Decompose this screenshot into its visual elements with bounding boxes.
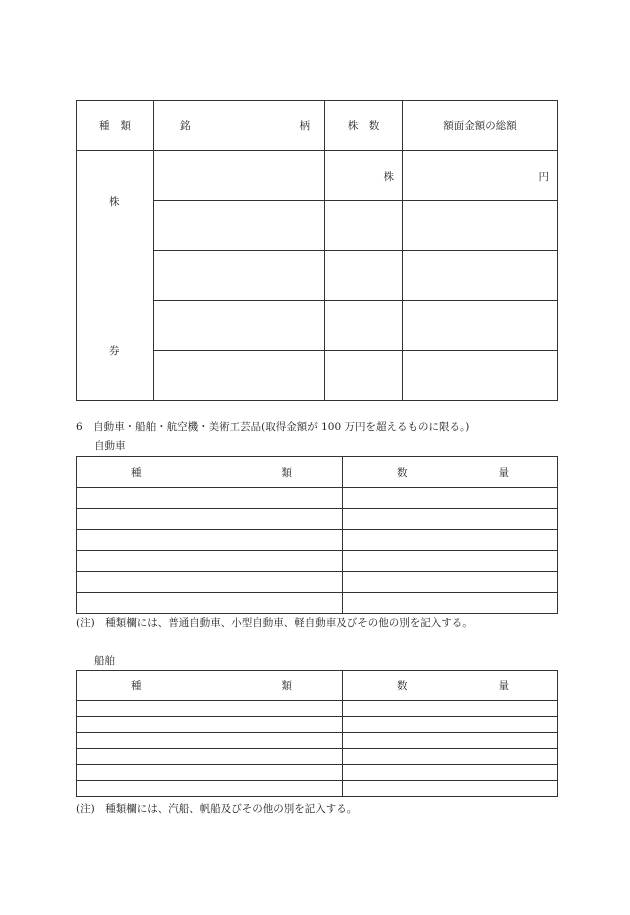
cars-title: 自動車 bbox=[94, 440, 126, 452]
stocks-total-cell[interactable] bbox=[403, 201, 558, 251]
cars-type-cell[interactable] bbox=[77, 593, 343, 614]
ships-qty-cell[interactable] bbox=[343, 765, 558, 781]
stocks-brand-cell[interactable] bbox=[154, 351, 325, 401]
cars-note: (注) 種類欄には、普通自動車、小型自動車、軽自動車及びその他の別を記入する。 bbox=[76, 617, 473, 629]
cars-row bbox=[77, 509, 558, 530]
ships-header-row bbox=[77, 671, 558, 701]
cars-row bbox=[77, 488, 558, 509]
ships-row bbox=[77, 765, 558, 781]
stocks-header-brand: 銘 柄 bbox=[154, 101, 325, 151]
cars-table bbox=[76, 456, 558, 614]
ships-type-cell[interactable] bbox=[77, 733, 343, 749]
cars-header-qty: 数 量 bbox=[343, 457, 558, 488]
cars-qty-cell[interactable] bbox=[343, 593, 558, 614]
ships-type-cell[interactable] bbox=[77, 717, 343, 733]
ships-row bbox=[77, 717, 558, 733]
stocks-brand-cell[interactable] bbox=[154, 301, 325, 351]
ships-table bbox=[76, 670, 558, 797]
cars-row bbox=[77, 530, 558, 551]
cars-header-row bbox=[77, 457, 558, 488]
stocks-shares-cell[interactable] bbox=[325, 301, 403, 351]
ships-type-cell[interactable] bbox=[77, 781, 343, 797]
stocks-brand-cell[interactable] bbox=[154, 251, 325, 301]
cars-type-cell[interactable] bbox=[77, 572, 343, 593]
stocks-row bbox=[77, 151, 558, 201]
stocks-shares-cell[interactable] bbox=[325, 201, 403, 251]
cars-qty-cell[interactable] bbox=[343, 551, 558, 572]
ships-row bbox=[77, 781, 558, 797]
ships-type-cell[interactable] bbox=[77, 749, 343, 765]
cars-qty-cell[interactable] bbox=[343, 572, 558, 593]
ships-qty-cell[interactable] bbox=[343, 733, 558, 749]
stocks-header-row bbox=[77, 101, 558, 151]
cars-qty-cell[interactable] bbox=[343, 530, 558, 551]
stocks-table bbox=[76, 100, 558, 401]
stocks-category-cell bbox=[77, 151, 154, 401]
stocks-category-top: 株 bbox=[109, 196, 120, 208]
stocks-total-cell[interactable] bbox=[403, 251, 558, 301]
ships-header-type: 種 類 bbox=[77, 671, 343, 701]
ships-row bbox=[77, 733, 558, 749]
ships-row bbox=[77, 749, 558, 765]
stocks-category-bottom: 券 bbox=[109, 345, 120, 357]
ships-type-cell[interactable] bbox=[77, 765, 343, 781]
ships-qty-cell[interactable] bbox=[343, 701, 558, 717]
ships-qty-cell[interactable] bbox=[343, 749, 558, 765]
cars-type-cell[interactable] bbox=[77, 551, 343, 572]
section6-heading: 6 自動車・船舶・航空機・美術工芸品(取得金額が 100 万円を超えるものに限る。) bbox=[76, 421, 470, 433]
stocks-brand-cell[interactable] bbox=[154, 201, 325, 251]
cars-type-cell[interactable] bbox=[77, 509, 343, 530]
ships-qty-cell[interactable] bbox=[343, 717, 558, 733]
stocks-total-unit[interactable]: 円 bbox=[403, 151, 558, 201]
stocks-header-shares: 株 数 bbox=[325, 101, 403, 151]
ships-note: (注) 種類欄には、汽船、帆船及びその他の別を記入する。 bbox=[76, 803, 358, 815]
ships-type-cell[interactable] bbox=[77, 701, 343, 717]
cars-type-cell[interactable] bbox=[77, 488, 343, 509]
stocks-header-type: 種 類 bbox=[77, 101, 154, 151]
cars-qty-cell[interactable] bbox=[343, 488, 558, 509]
stocks-shares-unit[interactable]: 株 bbox=[325, 151, 403, 201]
cars-qty-cell[interactable] bbox=[343, 509, 558, 530]
ships-header-qty: 数 量 bbox=[343, 671, 558, 701]
stocks-header-total: 額面金額の総額 bbox=[403, 101, 558, 151]
cars-type-cell[interactable] bbox=[77, 530, 343, 551]
ships-qty-cell[interactable] bbox=[343, 781, 558, 797]
cars-row bbox=[77, 593, 558, 614]
stocks-shares-cell[interactable] bbox=[325, 351, 403, 401]
stocks-brand-cell[interactable] bbox=[154, 151, 325, 201]
cars-header-type: 種 類 bbox=[77, 457, 343, 488]
ships-title: 船舶 bbox=[94, 655, 115, 667]
stocks-shares-cell[interactable] bbox=[325, 251, 403, 301]
cars-row bbox=[77, 572, 558, 593]
stocks-total-cell[interactable] bbox=[403, 351, 558, 401]
stocks-total-cell[interactable] bbox=[403, 301, 558, 351]
ships-row bbox=[77, 701, 558, 717]
cars-row bbox=[77, 551, 558, 572]
